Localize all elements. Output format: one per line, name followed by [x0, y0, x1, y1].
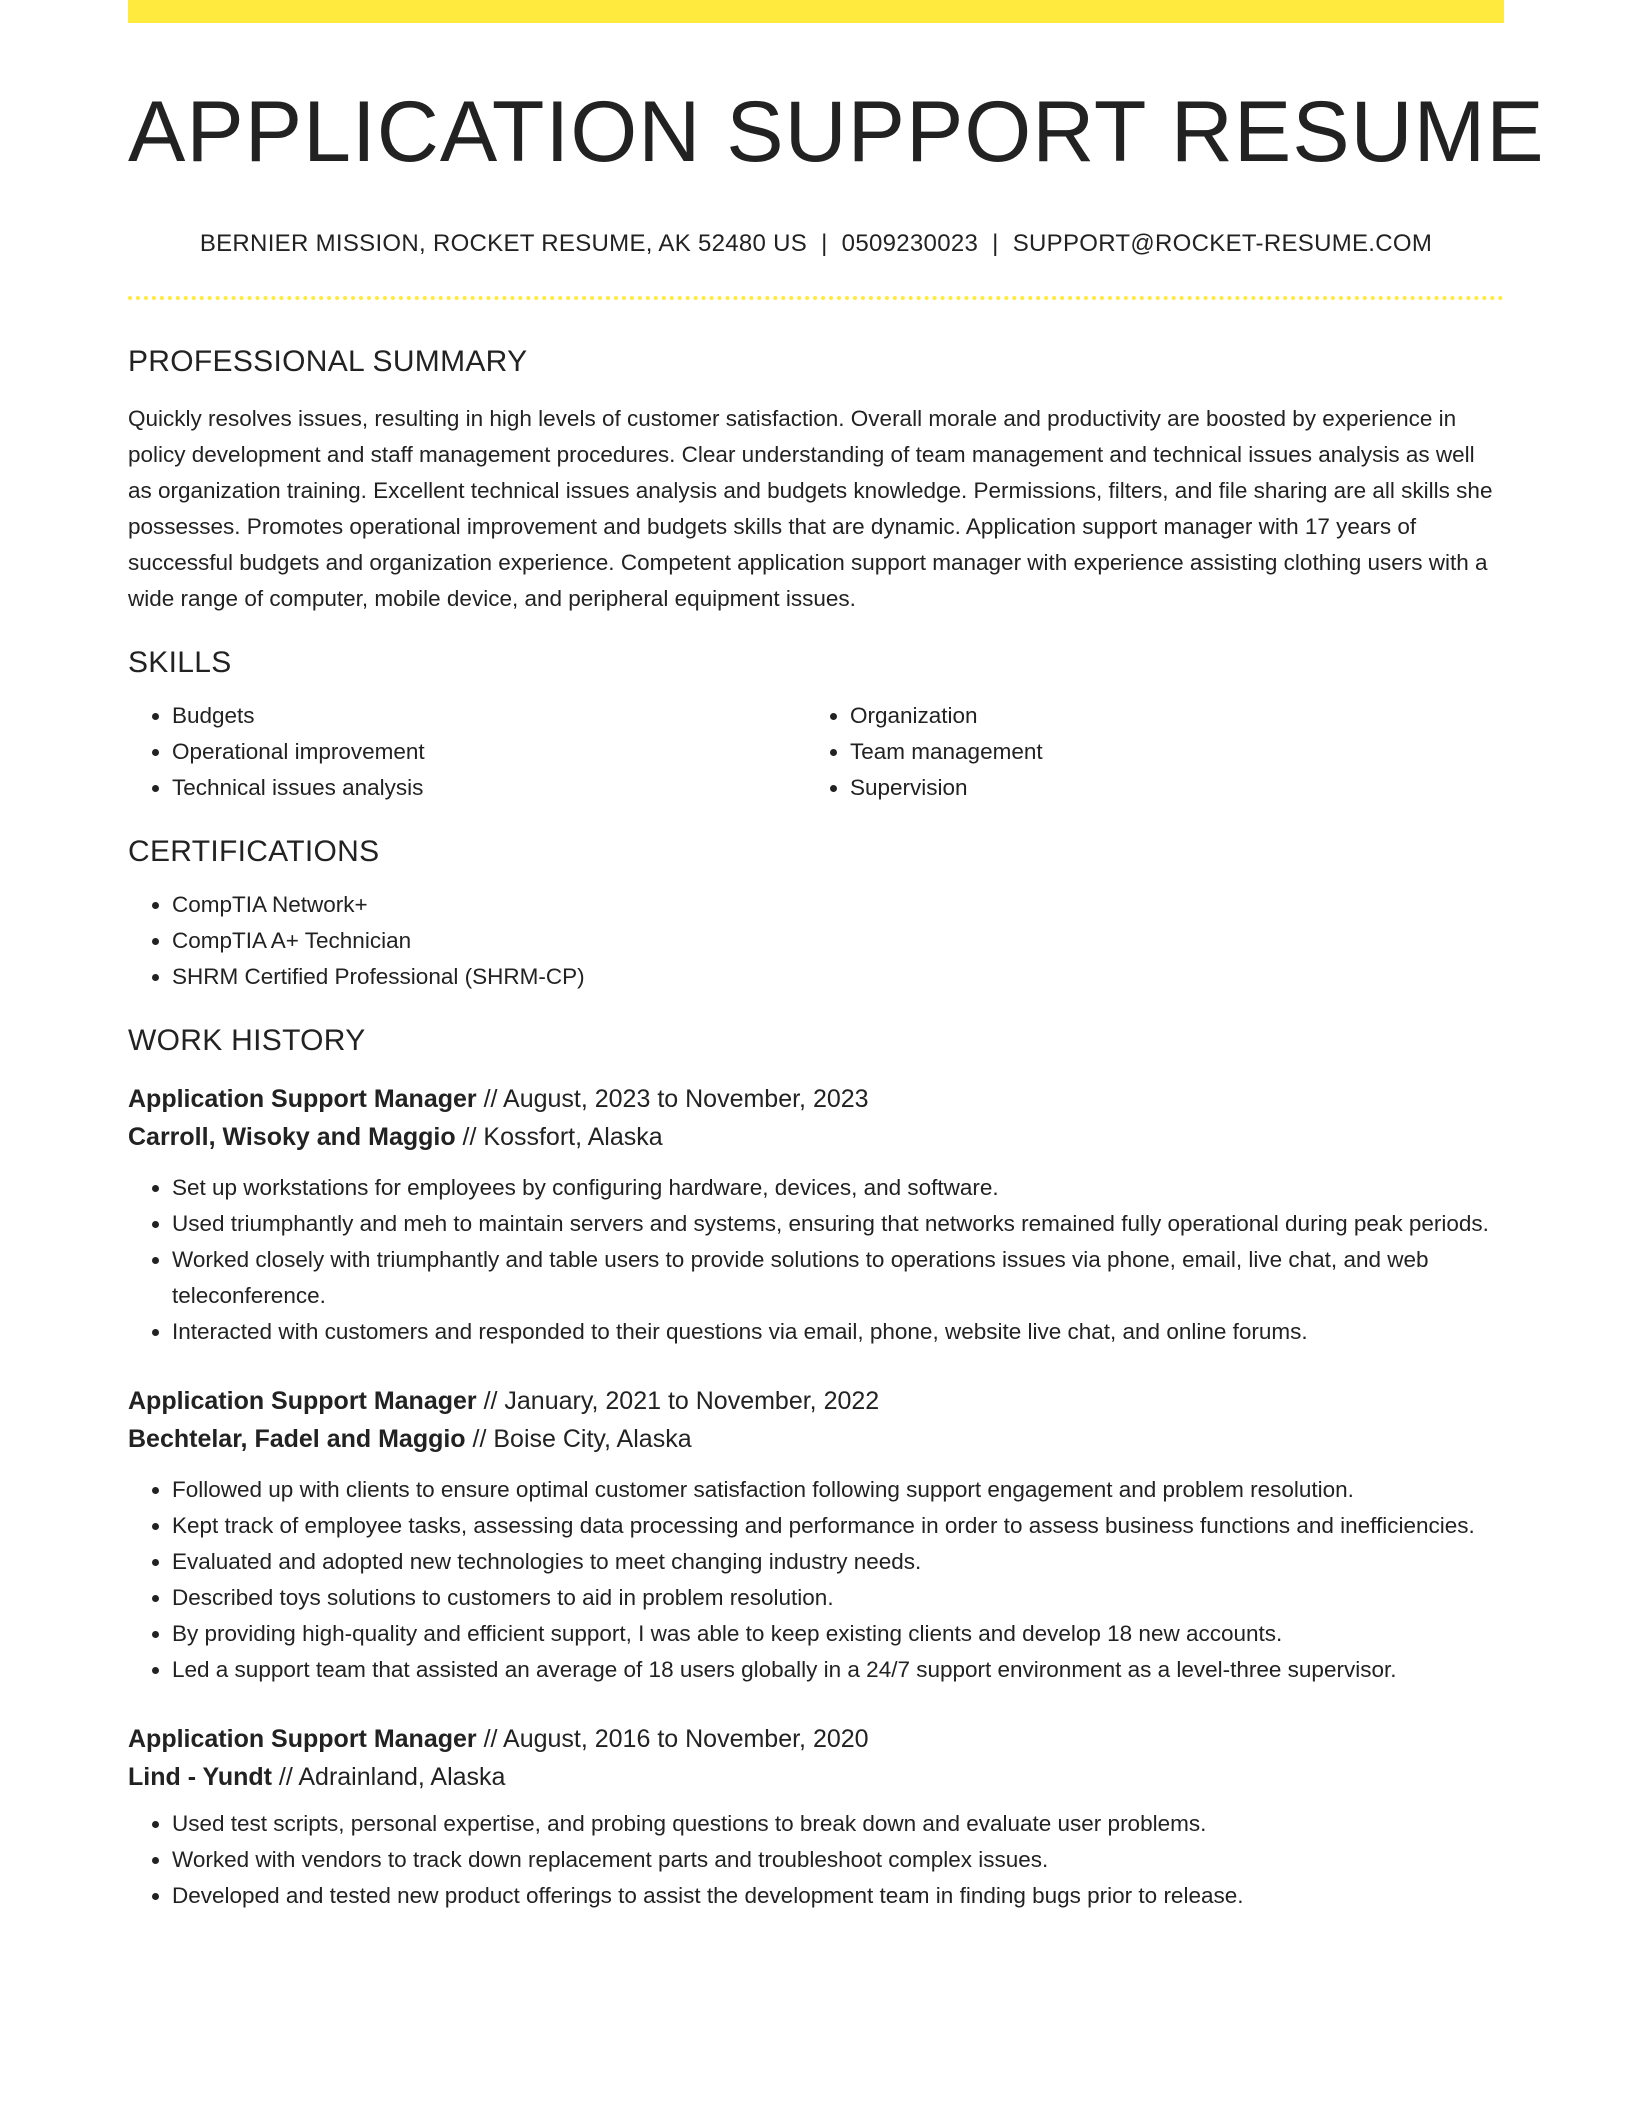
skills-column-left	[128, 698, 816, 806]
contact-separator: |	[821, 229, 828, 257]
skills-heading: SKILLS	[128, 645, 232, 679]
certification-item: • CompTIA A+ Technician	[172, 923, 1504, 959]
skill-item: • Organization	[850, 698, 1504, 734]
accent-top-bar	[128, 0, 1504, 23]
contact-email[interactable]: SUPPORT@ROCKET-RESUME.COM	[1012, 229, 1433, 257]
job-dates: // August, 2023 to November, 2023	[476, 1084, 869, 1113]
job-bullet: • Led a support team that assisted an average of 18 users globally in a 24/7 support environment as a level-three supervisor.	[172, 1652, 1504, 1688]
job-title-line	[128, 1080, 1504, 1118]
skill-item: • Team management	[850, 734, 1504, 770]
contact-line	[128, 230, 1504, 258]
job-company: Carroll, Wisoky and Maggio	[128, 1122, 456, 1151]
job-bullet: • Set up workstations for employees by configuring hardware, devices, and software.	[172, 1170, 1504, 1206]
job-title-line	[128, 1382, 1504, 1420]
job-bullets	[128, 1170, 1504, 1350]
job-bullet: • Worked closely with triumphantly and table users to provide solutions to operations issues via phone, email, live chat, and web teleconference.	[172, 1242, 1504, 1314]
job-location: // Boise City, Alaska	[465, 1424, 692, 1453]
job-bullet: • Used test scripts, personal expertise, and probing questions to break down and evaluate user problems.	[172, 1806, 1504, 1842]
work-history-heading: WORK HISTORY	[128, 1023, 366, 1057]
job-company: Lind - Yundt	[128, 1762, 272, 1791]
dotted-divider	[128, 296, 1504, 300]
skill-item: • Supervision	[850, 770, 1504, 806]
job-company: Bechtelar, Fadel and Maggio	[128, 1424, 466, 1453]
job-bullet: • Used triumphantly and meh to maintain servers and systems, ensuring that networks remained fully operational during peak periods.	[172, 1206, 1504, 1242]
job-company-line	[128, 1758, 1504, 1796]
contact-separator: |	[992, 229, 999, 257]
summary-text: Quickly resolves issues, resulting in high levels of customer satisfaction. Overall morale and productivity are boosted by experience in policy development and staff management procedures. Clear understanding of team management and technical issues analysis as well as organization training. Excellent technical issues analysis and budgets knowledge. Permissions, filters, and file sharing are all skills she possesses. Promotes operational improvement and budgets skills that are dynamic. Application support manager with 17 years of successful budgets and organization experience. Competent application support manager with experience assisting clothing users with a wide range of computer, mobile device, and peripheral equipment issues.	[128, 405, 1493, 611]
job-company-line	[128, 1420, 1504, 1458]
contact-address: BERNIER MISSION, ROCKET RESUME, AK 52480 US	[199, 229, 808, 257]
resume-title: APPLICATION SUPPORT RESUME	[128, 84, 1545, 180]
job-title: Application Support Manager	[128, 1724, 477, 1753]
job-title-line	[128, 1720, 1504, 1758]
job-location: // Adrainland, Alaska	[271, 1762, 506, 1791]
job-dates: // January, 2021 to November, 2022	[476, 1386, 880, 1415]
certification-item: • CompTIA Network+	[172, 887, 1504, 923]
certification-item: • SHRM Certified Professional (SHRM-CP)	[172, 959, 1504, 995]
certifications-list	[128, 887, 1504, 995]
job-company-line	[128, 1118, 1504, 1156]
skills-list	[128, 698, 1504, 806]
skills-column-right	[816, 698, 1504, 806]
job-bullet: • By providing high-quality and efficient support, I was able to keep existing clients and develop 18 new accounts.	[172, 1616, 1504, 1652]
job-entry	[128, 1720, 1504, 1914]
job-title: Application Support Manager	[128, 1084, 477, 1113]
certifications-heading: CERTIFICATIONS	[128, 834, 380, 868]
contact-phone: 0509230023	[841, 229, 979, 257]
skill-item: • Operational improvement	[172, 734, 816, 770]
job-bullet: • Developed and tested new product offerings to assist the development team in finding bugs prior to release.	[172, 1878, 1504, 1914]
job-dates: // August, 2016 to November, 2020	[476, 1724, 869, 1753]
job-bullet: • Described toys solutions to customers to aid in problem resolution.	[172, 1580, 1504, 1616]
skill-item: • Budgets	[172, 698, 816, 734]
skill-item: • Technical issues analysis	[172, 770, 816, 806]
summary-heading: PROFESSIONAL SUMMARY	[128, 344, 528, 378]
job-bullets	[128, 1472, 1504, 1688]
resume-page	[128, 0, 1545, 1914]
job-title: Application Support Manager	[128, 1386, 477, 1415]
job-entry	[128, 1382, 1504, 1688]
job-bullet: • Kept track of employee tasks, assessing data processing and performance in order to assess business functions and inefficiencies.	[172, 1508, 1504, 1544]
job-bullet: • Evaluated and adopted new technologies to meet changing industry needs.	[172, 1544, 1504, 1580]
job-bullet: • Worked with vendors to track down replacement parts and troubleshoot complex issues.	[172, 1842, 1504, 1878]
job-bullets	[128, 1806, 1504, 1914]
job-entry	[128, 1080, 1504, 1350]
job-bullet: • Followed up with clients to ensure optimal customer satisfaction following support engagement and problem resolution.	[172, 1472, 1504, 1508]
job-bullet: • Interacted with customers and responded to their questions via email, phone, website live chat, and online forums.	[172, 1314, 1504, 1350]
job-location: // Kossfort, Alaska	[455, 1122, 663, 1151]
